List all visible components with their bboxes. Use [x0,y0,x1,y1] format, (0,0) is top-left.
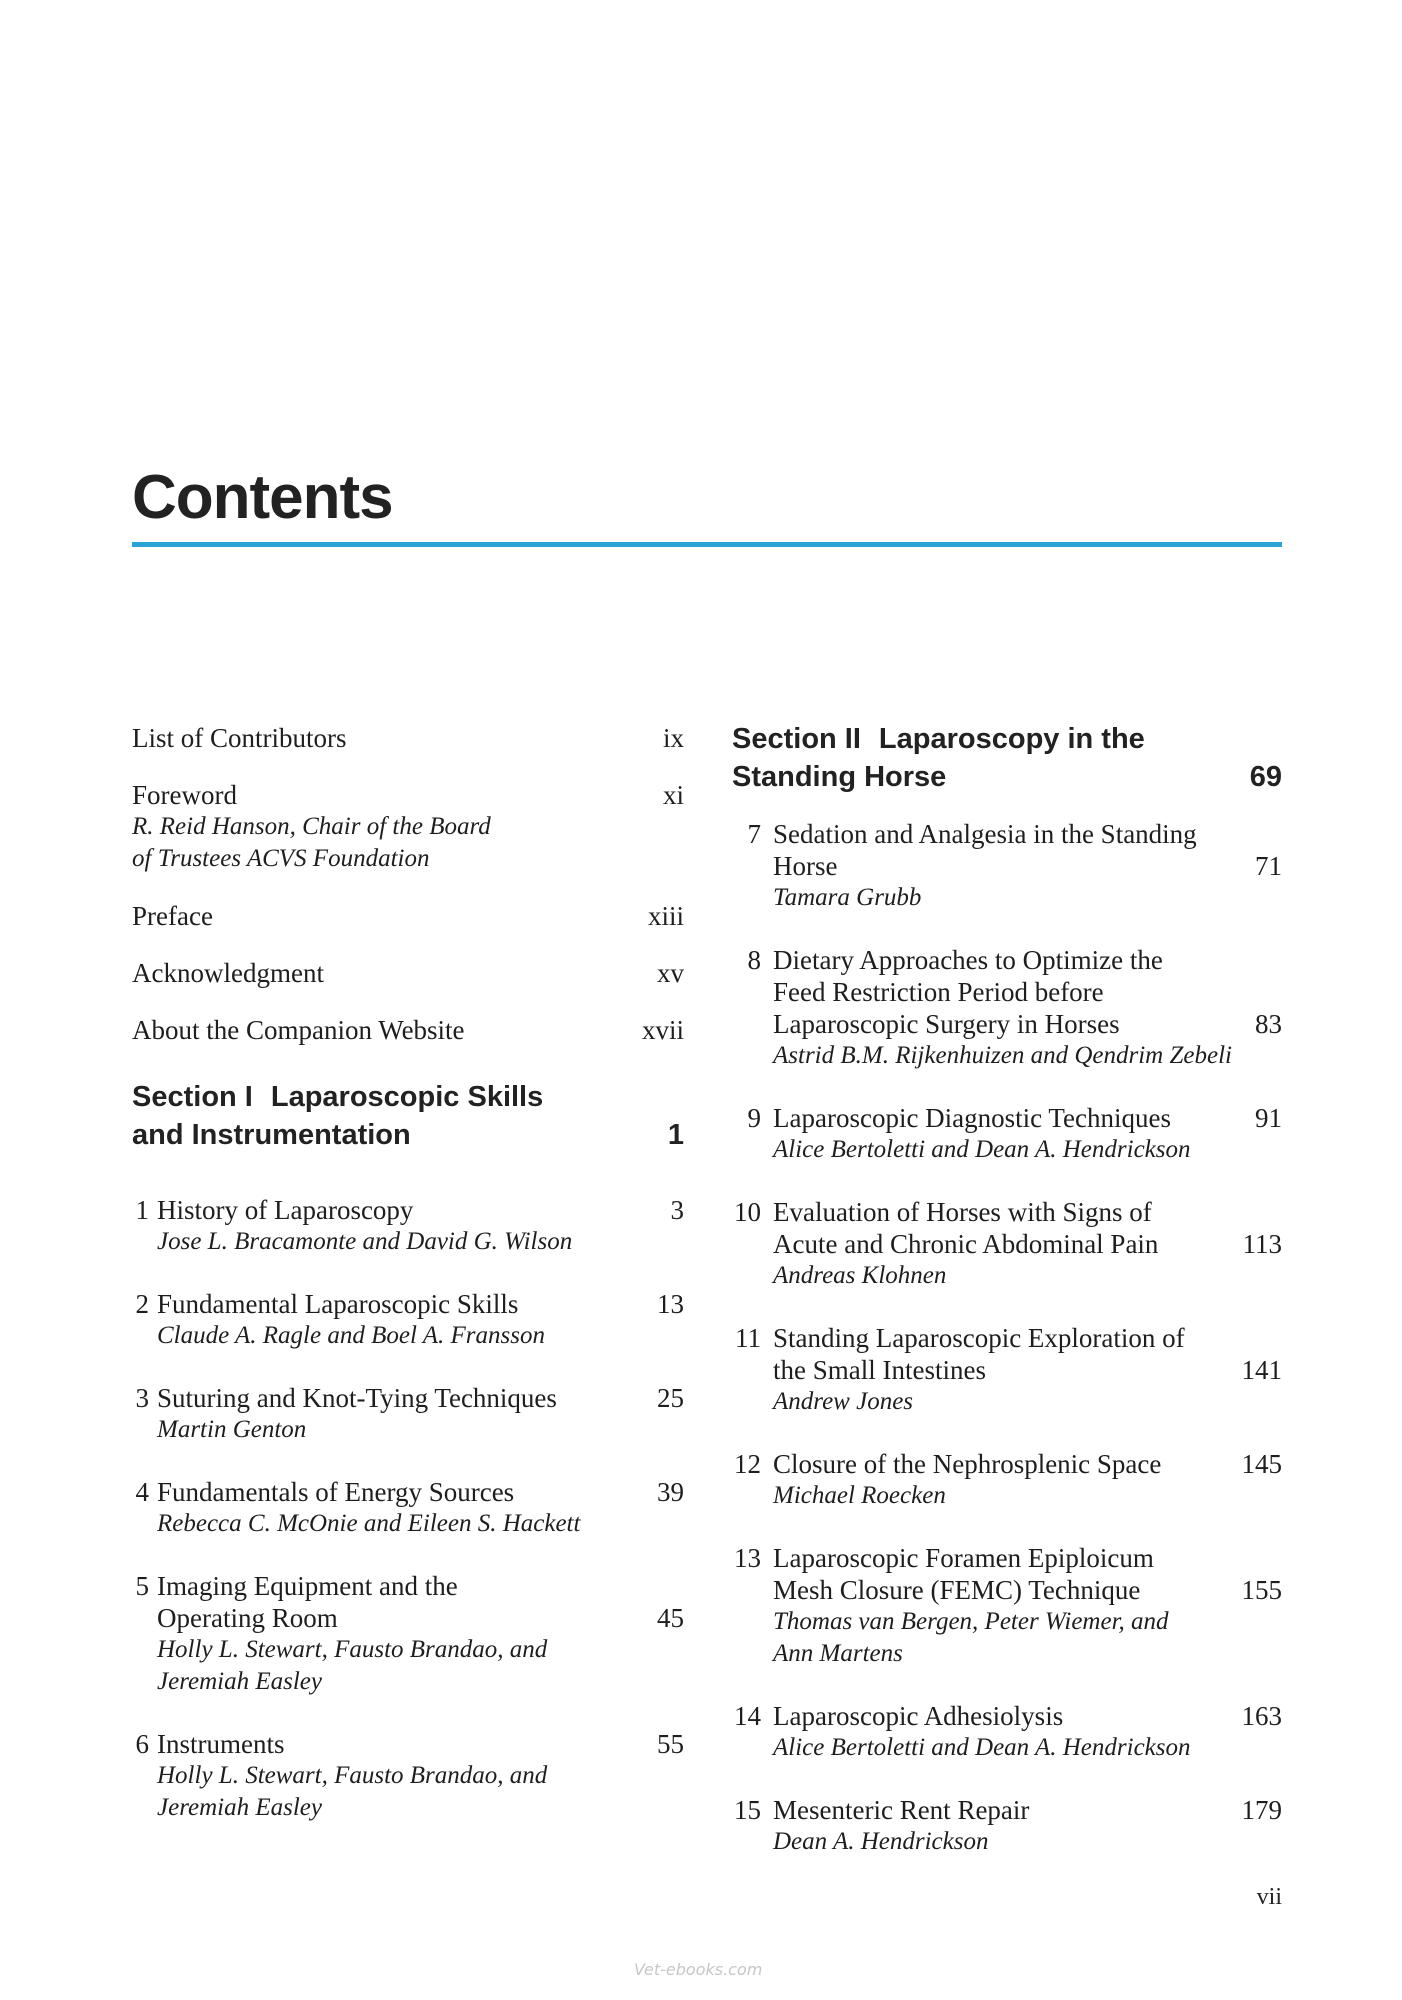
chapter-entry[interactable] [732,1448,1282,1512]
chapter-entry[interactable] [732,818,1282,914]
toc-entry-subtitle: R. Reid Hanson, Chair of the Board [132,813,491,840]
chapter-title [157,1288,684,1320]
chapter-title-line: Closure of the Nephrosplenic Space [773,1449,1162,1479]
toc-entry-subtitle: of Trustees ACVS Foundation [132,845,430,872]
chapter-title-line: Laparoscopic Diagnostic Techniques [773,1103,1171,1133]
chapter-title [773,944,1282,1040]
chapter-authors: Thomas van Bergen, Peter Wiemer, and [773,1608,1169,1635]
title-rule [132,542,1282,547]
section-number: Section I [132,1081,253,1113]
chapter-title-line: Sedation and Analgesia in the Standing [773,819,1197,849]
section-1 [132,1078,684,1824]
chapter-title [773,1794,1282,1826]
front-matter-list [132,722,684,1046]
chapter-title-line: the Small Intestines [773,1355,986,1385]
section-title: and Instrumentation [132,1119,411,1151]
chapter-number: 1 [135,1195,149,1225]
chapter-title-line: Standing Laparoscopic Exploration of [773,1323,1185,1353]
chapter-number: 8 [747,945,761,975]
chapter-page-number: 141 [1241,1355,1282,1385]
toc-page-number: ix [662,723,684,753]
chapter-page-number: 91 [1255,1103,1282,1133]
chapter-title-line: History of Laparoscopy [157,1195,414,1225]
chapter-authors: Jose L. Bracamonte and David G. Wilson [157,1228,573,1255]
toc-entry-label: Foreword [132,780,237,810]
chapter-authors: Jeremiah Easley [157,1794,322,1821]
toc-entry-label: Acknowledgment [132,958,324,988]
chapter-number: 11 [735,1323,761,1353]
chapter-page-number: 155 [1241,1575,1282,1605]
chapter-title-line: Instruments [157,1729,285,1759]
chapter-authors: Jeremiah Easley [157,1668,322,1695]
chapter-title-line: Dietary Approaches to Optimize the [773,945,1163,975]
toc-entry-label: Preface [132,901,213,931]
chapter-title-line: Operating Room [157,1603,338,1633]
section-heading-line [132,1078,634,1116]
chapter-number: 14 [734,1701,761,1731]
chapter-title-line: Laparoscopic Surgery in Horses [773,1009,1120,1039]
chapter-number: 6 [135,1729,149,1759]
chapter-title-line: Laparoscopic Foramen Epiploicum [773,1543,1154,1573]
chapter-title-line: Suturing and Knot-Tying Techniques [157,1383,557,1413]
chapter-entry[interactable] [132,1728,684,1824]
section-page-number: 69 [1249,761,1282,793]
chapter-authors: Tamara Grubb [773,884,922,911]
chapter-title [773,1102,1282,1134]
page-folio: vii [1256,1884,1282,1910]
chapter-title [773,1196,1282,1260]
chapter-title-line: Fundamentals of Energy Sources [157,1477,515,1507]
chapter-entry[interactable] [732,944,1282,1072]
toc-entry-label: List of Contributors [132,723,347,753]
chapter-page-number: 113 [1242,1229,1282,1259]
section-title: Standing Horse [732,761,947,793]
chapter-title-line: Imaging Equipment and the [157,1571,458,1601]
chapter-entry[interactable] [132,1570,684,1698]
chapter-authors: Claude A. Ragle and Boel A. Fransson [157,1322,545,1349]
chapter-entry[interactable] [732,1700,1282,1764]
chapter-page-number: 45 [657,1603,684,1633]
toc-entry[interactable] [132,779,684,875]
chapter-authors: Alice Bertoletti and Dean A. Hendrickson [773,1136,1191,1163]
chapter-title-line: Mesh Closure (FEMC) Technique [773,1575,1141,1605]
toc-right-column [732,720,1282,1888]
section-page-number: 1 [667,1119,684,1151]
chapter-entry[interactable] [732,1322,1282,1418]
section-title: Laparoscopic Skills [270,1081,544,1113]
chapter-title-line: Evaluation of Horses with Signs of [773,1197,1152,1227]
section-heading-line [732,720,1232,758]
chapter-number: 9 [747,1103,761,1133]
chapter-entry[interactable] [732,1542,1282,1670]
section-title: Laparoscopy in the [878,723,1145,755]
chapter-page-number: 3 [670,1195,684,1225]
chapter-title [773,1448,1282,1480]
watermark: Vet-ebooks.com [634,1960,763,1979]
chapter-page-number: 71 [1255,851,1282,881]
chapter-authors: Alice Bertoletti and Dean A. Hendrickson [773,1734,1191,1761]
chapter-number: 5 [135,1571,149,1601]
chapter-title-line: Mesenteric Rent Repair [773,1795,1030,1825]
chapter-title [157,1728,684,1760]
chapter-page-number: 13 [657,1289,684,1319]
chapter-page-number: 55 [657,1729,684,1759]
toc-page-number: xvii [641,1015,684,1045]
chapter-title [773,1700,1282,1732]
chapter-entry[interactable] [132,1194,684,1258]
toc-entry[interactable] [132,1014,684,1046]
toc-entry[interactable] [132,957,684,989]
page-title: Contents [132,463,393,532]
chapter-authors: Andreas Klohnen [773,1262,947,1289]
chapter-title-line: Horse [773,851,838,881]
chapter-number: 15 [734,1795,761,1825]
chapter-authors: Martin Genton [157,1416,307,1443]
chapter-page-number: 83 [1255,1009,1282,1039]
chapter-title [157,1476,684,1508]
chapter-authors: Astrid B.M. Rijkenhuizen and Qendrim Zebeli [773,1042,1232,1069]
chapter-page-number: 145 [1241,1449,1282,1479]
chapter-entry[interactable] [732,1102,1282,1166]
chapter-authors: Ann Martens [773,1640,903,1667]
chapter-number: 4 [135,1477,149,1507]
chapter-title-line: Laparoscopic Adhesiolysis [773,1701,1064,1731]
chapter-entry[interactable] [132,1382,684,1446]
chapter-number: 3 [135,1383,149,1413]
chapter-entry[interactable] [132,1288,684,1352]
chapter-authors: Rebecca C. McOnie and Eileen S. Hackett [157,1510,581,1537]
section-heading[interactable] [732,720,1282,796]
toc-entry[interactable] [132,900,684,932]
chapter-entry[interactable] [732,1196,1282,1292]
chapter-title [773,1542,1282,1606]
chapter-authors: Holly L. Stewart, Fausto Brandao, and [157,1762,548,1789]
chapter-number: 7 [747,819,761,849]
chapter-title-line: Fundamental Laparoscopic Skills [157,1289,519,1319]
toc-entry[interactable] [132,722,684,754]
chapter-number: 12 [734,1449,761,1479]
section-number: Section II [732,723,861,755]
toc-left-column [132,722,684,1854]
chapter-title-line: Feed Restriction Period before [773,977,1104,1007]
chapter-page-number: 163 [1241,1701,1282,1731]
chapter-title [157,1194,684,1226]
section-heading[interactable] [132,1078,684,1154]
toc-entry-label: About the Companion Website [132,1015,465,1045]
chapter-title [157,1382,684,1414]
chapter-page-number: 39 [657,1477,684,1507]
chapter-authors: Holly L. Stewart, Fausto Brandao, and [157,1636,548,1663]
chapter-page-number: 25 [657,1383,684,1413]
chapter-title [773,818,1282,882]
toc-page-number: xv [657,958,684,988]
chapter-page-number: 179 [1241,1795,1282,1825]
toc-page-number: xiii [647,901,684,931]
chapter-number: 10 [734,1197,761,1227]
chapter-authors: Michael Roecken [773,1482,946,1509]
chapter-entry[interactable] [132,1476,684,1540]
section-2 [732,720,1282,1858]
chapter-entry[interactable] [732,1794,1282,1858]
chapter-title-line: Acute and Chronic Abdominal Pain [773,1229,1159,1259]
chapter-authors: Dean A. Hendrickson [773,1828,989,1855]
toc-page-number: xi [662,780,684,810]
chapter-authors: Andrew Jones [773,1388,914,1415]
chapter-number: 2 [135,1289,149,1319]
chapter-title [157,1570,684,1634]
chapter-number: 13 [734,1543,761,1573]
chapter-title [773,1322,1282,1386]
